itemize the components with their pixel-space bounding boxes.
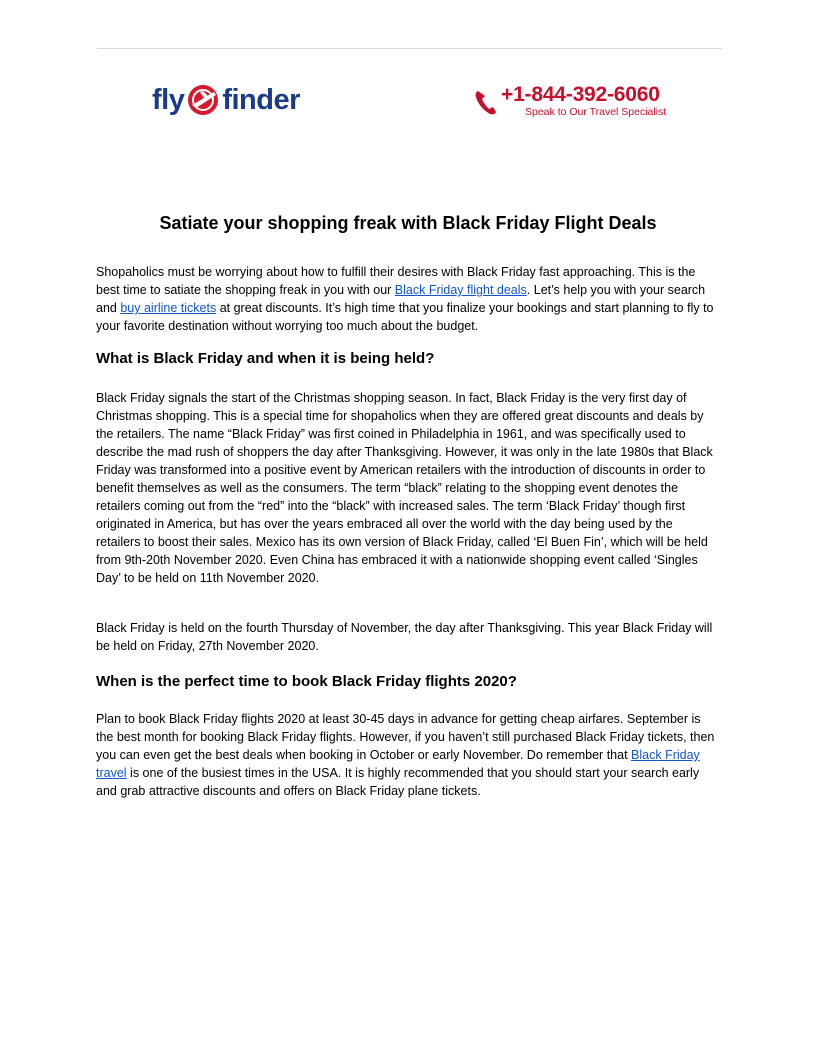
logo-text-finder: finder [222, 83, 300, 116]
section2-text-2: is one of the busiest times in the USA. It is highly recommended that you should start your search early and grab attractive discounts and offers on Black Friday plane tickets. [96, 766, 700, 798]
section2-text-1: Plan to book Black Friday flights 2020 at least 30-45 days in advance for getting cheap airfares. September is the best month for booking Black Friday flights. However, if you haven’t still purchased Black Friday tickets, then you can even get the best deals when booking in October or early November. Do remember that [96, 712, 715, 762]
section-heading-what-is-black-friday: What is Black Friday and when it is being held? [96, 350, 435, 367]
airplane-globe-icon [186, 83, 220, 117]
header-divider [97, 48, 722, 49]
section2-paragraph [96, 710, 720, 800]
phone-tagline: Speak to Our Travel Specialist [525, 106, 667, 118]
black-friday-flight-deals-link[interactable]: Black Friday flight deals [394, 283, 527, 297]
intro-text-2: . Let’s help you with your search and [96, 283, 706, 315]
section-heading-perfect-time: When is the perfect time to book Black Friday flights 2020? [96, 673, 517, 690]
intro-text-1: Shopaholics must be worrying about how to fulfill their desires with Black Friday fast approaching. This is the best time to satiate the shopping freak in you with our [96, 265, 696, 297]
buy-airline-tickets-link[interactable]: buy airline tickets [120, 301, 217, 315]
black-friday-travel-link[interactable]: Black Friday travel [96, 748, 700, 780]
intro-text-3: at great discounts. It’s high time that you finalize your bookings and start planning to fly to your favorite destination without worrying too much about the budget. [96, 301, 714, 333]
section1-paragraph-1: Black Friday signals the start of the Christmas shopping season. In fact, Black Friday is the very first day of Christmas shopping. This is a special time for shopaholics when they are offered great discounts and deals by the retailers. The name “Black Friday” was first coined in Philadelphia in 1961, and was specifically used to describe the mad rush of shoppers the day after Thanksgiving. However, it was only in the late 1980s that Black Friday was transformed into a positive event by American retailers with the introduction of discounts in order to benefit themselves as well as the consumers. The term “black” relating to the shopping event denotes the retailers coming out from the “red” into the “black” with increased sales. The term ‘Black Friday’ though first originated in America, but has over the years embraced all over the world with the day being used by the retailers to boost their sales. Mexico has its own version of Black Friday, called ‘El Buen Fin’, which will be held from 9th-20th November 2020. Even China has embraced it with a nationwide shopping event called ‘Singles Day’ to be held on 11th November 2020. [96, 391, 713, 585]
phone-contact[interactable] [473, 84, 666, 118]
logo-text-fly: fly [152, 83, 185, 116]
flyfinder-logo[interactable] [152, 80, 300, 120]
intro-paragraph [96, 263, 720, 335]
phone-number[interactable]: +1-844-392-6060 [501, 83, 660, 106]
article-title: Satiate your shopping freak with Black Friday Flight Deals [159, 213, 657, 233]
section1-paragraph-2: Black Friday is held on the fourth Thursday of November, the day after Thanksgiving. This year Black Friday will be held on Friday, 27th November 2020. [96, 621, 713, 653]
phone-icon [473, 88, 499, 118]
